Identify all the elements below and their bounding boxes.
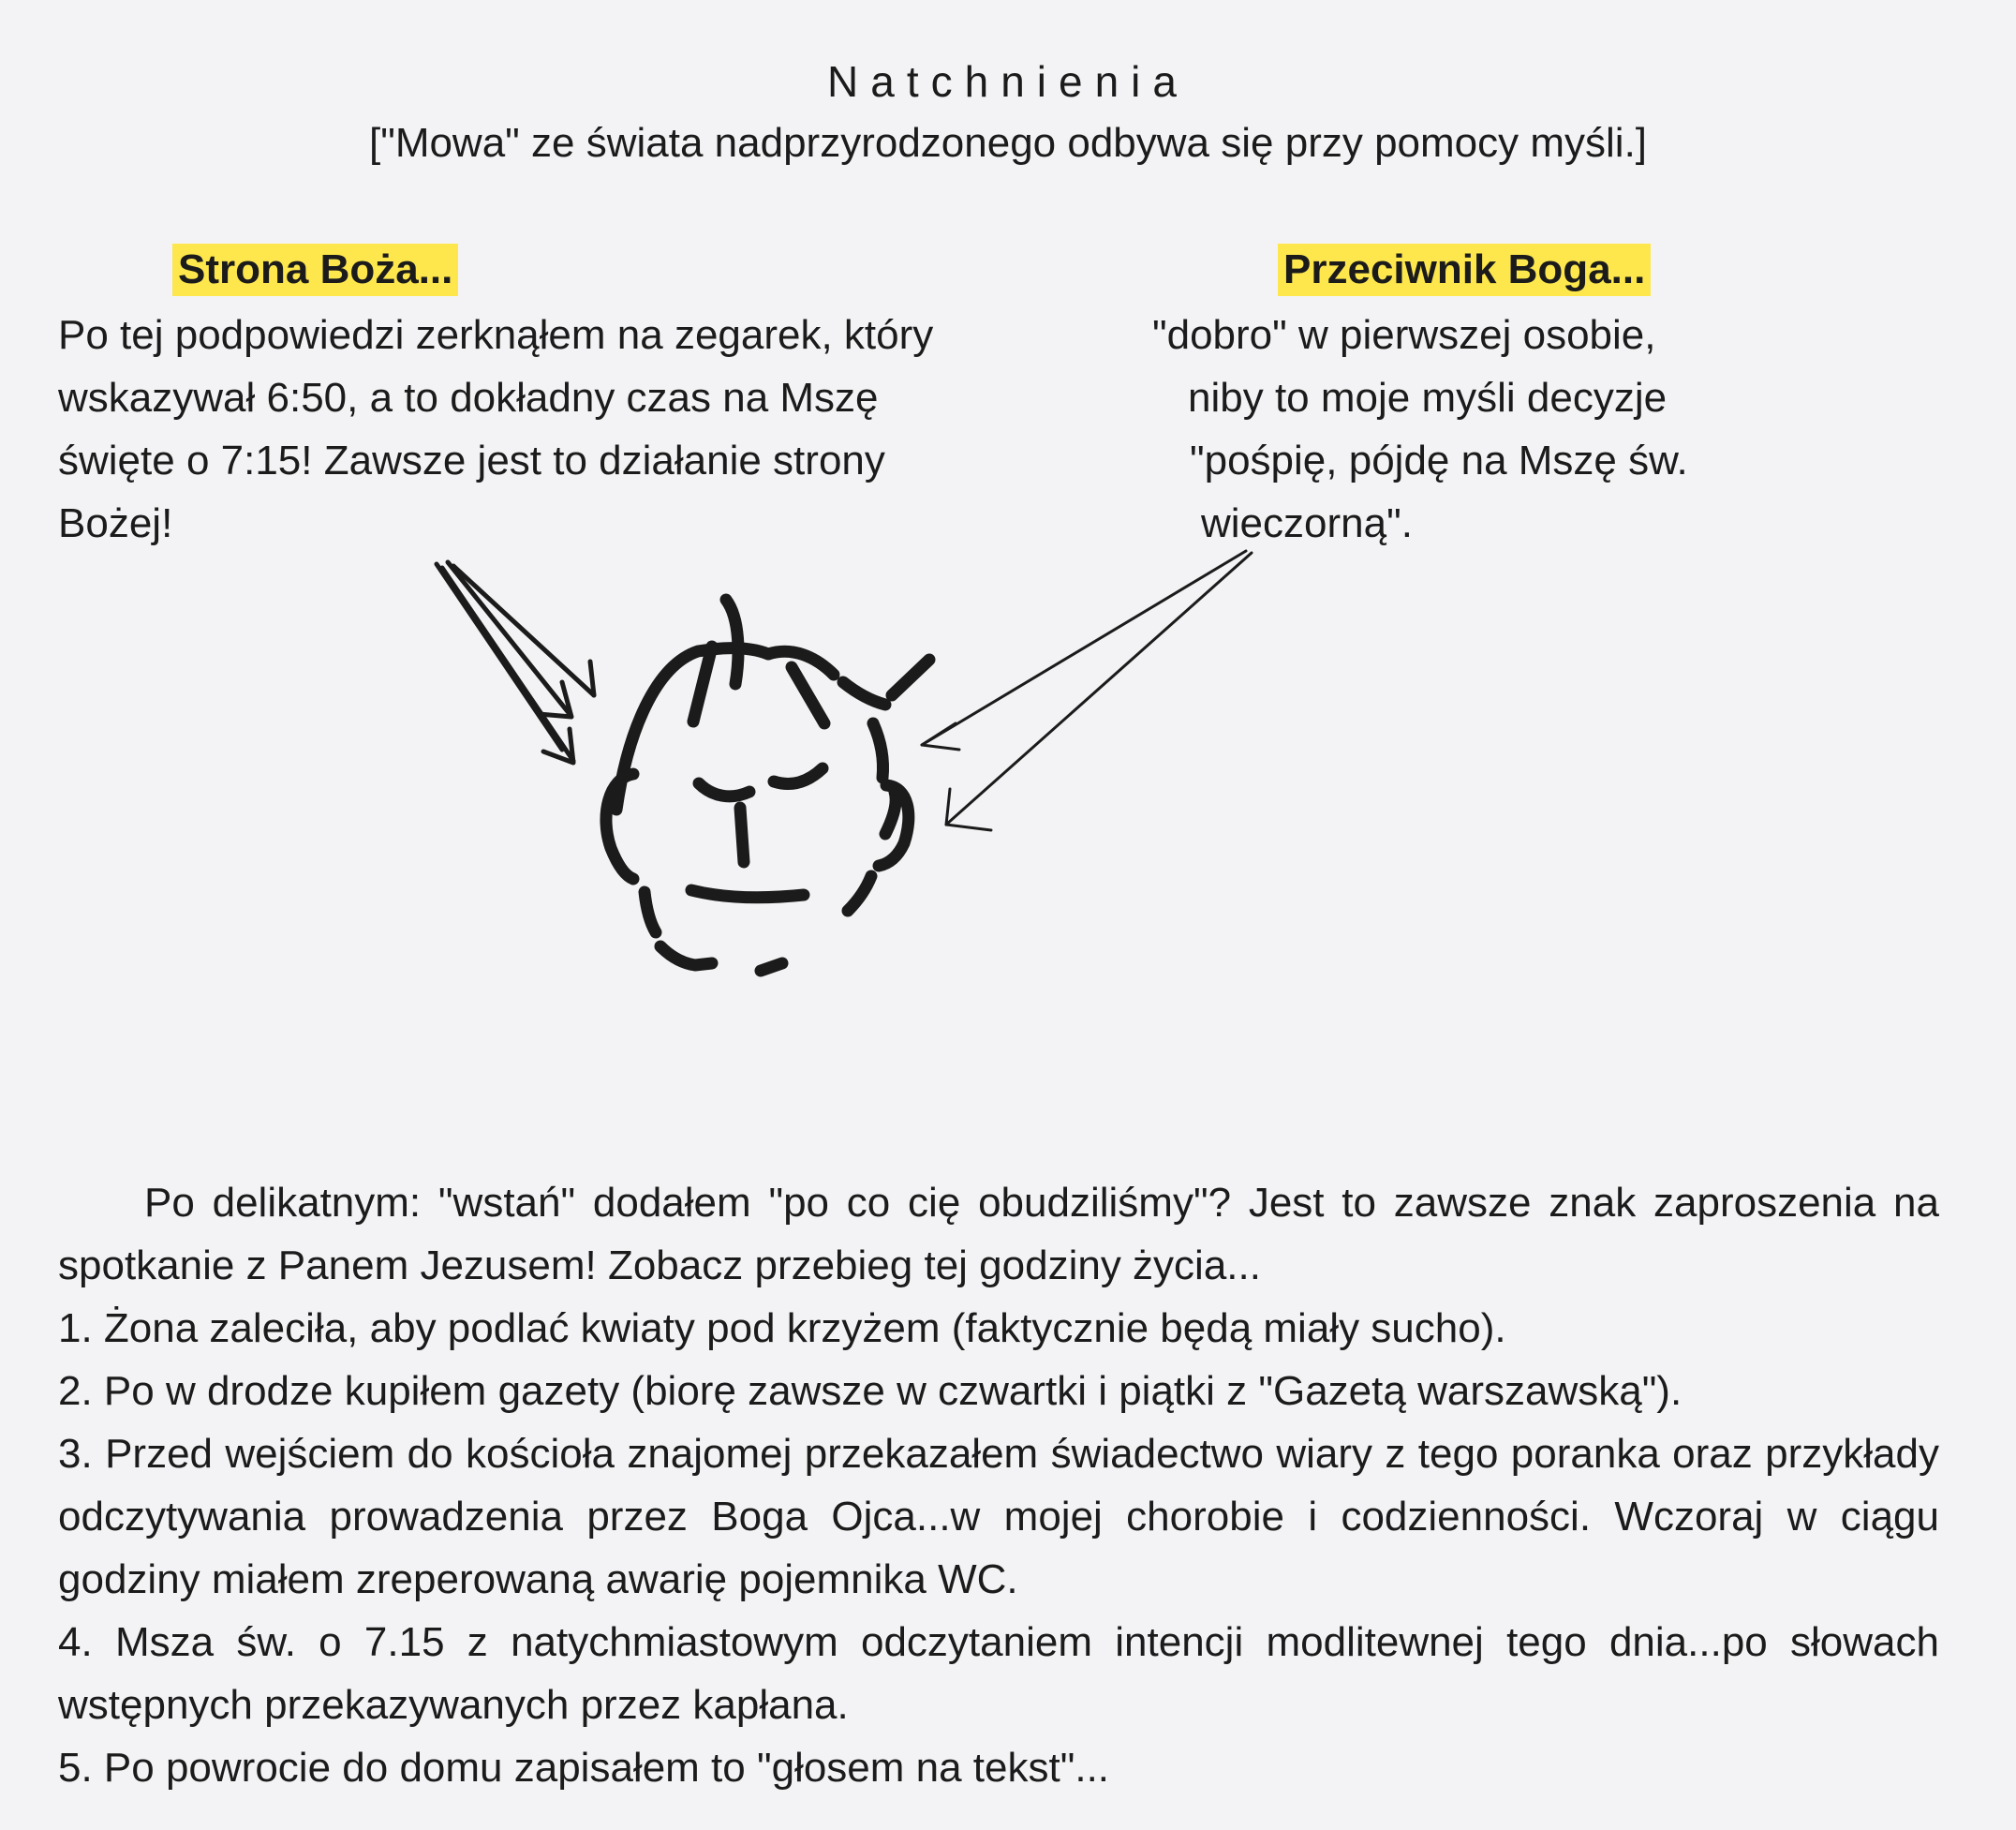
body-list-item: 2. Po w drodze kupiłem gazety (biorę zawsze w czwartki i piątki z "Gazetą warszawską").: [58, 1368, 1682, 1414]
face-outline: [606, 774, 909, 971]
body-list-item: 3. Przed wejściem do kościoła znajomej przekazałem świadectwo wiary z tego poranka oraz przykłady odczytywania prowadzenia przez Boga Ojca...w mojej chorobie i codzienności. Wczoraj w ciągu godziny miałem zreperowaną awarię pojemnika WC.: [58, 1431, 1939, 1602]
left-arrows: [437, 562, 594, 763]
right-arrows: [922, 551, 1252, 830]
right-column-line: "dobro" w pierwszej osobie,: [1152, 312, 1656, 358]
left-heading: Strona Boża...: [172, 244, 458, 296]
right-column-line: niby to moje myśli decyzje: [1188, 375, 1668, 421]
right-column-line: wieczorną".: [1201, 500, 1413, 546]
right-heading: Przeciwnik Boga...: [1278, 244, 1651, 296]
body-intro-paragraph: Po delikatnym: "wstań" dodałem "po co cię obudziliśmy"? Jest to zawsze znak zaproszenia na spotkanie z Panem Jezusem! Zobacz przebieg tej godziny życia...: [58, 1180, 1939, 1288]
document-subtitle: ["Mowa" ze świata nadprzyrodzonego odbywa się przy pomocy myśli.]: [368, 120, 1648, 166]
body-list-item: 1. Żona zaleciła, aby podlać kwiaty pod krzyżem (faktycznie będą miały sucho).: [58, 1305, 1506, 1351]
document-title: Natchnienia: [827, 57, 1189, 106]
body-list-item: 5. Po powrocie do domu zapisałem to "głosem na tekst"...: [58, 1745, 1110, 1791]
right-column-line: "pośpię, pójdę na Mszę św.: [1190, 438, 1688, 484]
left-column-text: Po tej podpowiedzi zerknąłem na zegarek, który wskazywał 6:50, a to dokładny czas na Mszę święte o 7:15! Zawsze jest to działanie strony Bożej!: [58, 312, 934, 546]
body-list-item: 4. Msza św. o 7.15 z natychmiastowym odczytaniem intencji modlitewnej tego dnia...po słowach wstępnych przekazywanych przez kapłana.: [58, 1619, 1939, 1728]
face-features: [691, 768, 823, 898]
body-text: [58, 1171, 1939, 1799]
